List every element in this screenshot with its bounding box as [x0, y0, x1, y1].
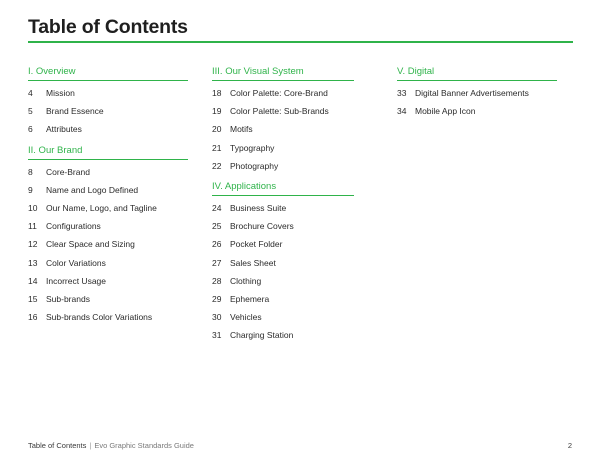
- toc-entry-label: Photography: [230, 160, 279, 171]
- toc-entry-label: Name and Logo Defined: [46, 184, 139, 195]
- toc-entry[interactable]: [212, 235, 354, 253]
- toc-entry-page-number: 8: [28, 166, 33, 177]
- toc-entry-label: Sub-brands: [46, 293, 90, 304]
- toc-entry-page-number: 19: [212, 106, 222, 117]
- toc-entry-page-number: 27: [212, 257, 222, 268]
- page-title: Table of Contents: [28, 16, 188, 38]
- toc-entry-label: Color Palette: Sub-Brands: [230, 106, 329, 117]
- toc-entry[interactable]: [28, 199, 188, 217]
- toc-entry-page-number: 28: [212, 275, 222, 286]
- toc-entry[interactable]: [28, 217, 188, 235]
- toc-entry[interactable]: [397, 84, 557, 102]
- toc-entry-page-number: 5: [28, 106, 33, 117]
- toc-entry-label: Core-Brand: [46, 166, 90, 177]
- title-divider: [28, 41, 573, 43]
- section-heading: III. Our Visual System: [212, 66, 354, 81]
- toc-entry-page-number: 18: [212, 88, 222, 98]
- toc-entry-page-number: 26: [212, 239, 222, 250]
- footer-guide-title: Evo Graphic Standards Guide: [94, 441, 194, 450]
- toc-entry-page-number: 11: [28, 221, 37, 232]
- toc-entry-page-number: 14: [28, 275, 38, 286]
- toc-entry-label: Brand Essence: [46, 106, 104, 117]
- toc-column-3: [397, 66, 557, 126]
- toc-entry-page-number: 12: [28, 239, 38, 250]
- toc-entry[interactable]: [28, 235, 188, 253]
- toc-entry[interactable]: [397, 102, 557, 120]
- toc-entry[interactable]: [28, 290, 188, 308]
- toc-entry-label: Our Name, Logo, and Tagline: [46, 202, 157, 213]
- toc-entry-label: Vehicles: [230, 312, 262, 323]
- toc-entry[interactable]: [28, 254, 188, 272]
- toc-section: [28, 66, 188, 139]
- page-number: 2: [567, 441, 572, 450]
- toc-entry-page-number: 34: [397, 106, 407, 117]
- toc-entry-page-number: 16: [28, 312, 38, 323]
- toc-entry[interactable]: [28, 181, 188, 199]
- toc-entry-label: Charging Station: [230, 330, 294, 341]
- toc-entry[interactable]: [28, 84, 188, 102]
- section-heading: I. Overview: [28, 66, 188, 81]
- toc-entry-page-number: 33: [397, 88, 407, 98]
- toc-entry[interactable]: [212, 254, 354, 272]
- toc-entry[interactable]: [212, 308, 354, 326]
- toc-entry-label: Digital Banner Advertisements: [415, 88, 529, 98]
- section-heading: IV. Applications: [212, 181, 354, 196]
- toc-entry-page-number: 10: [28, 202, 38, 213]
- toc-entry-page-number: 15: [28, 293, 38, 304]
- toc-entry-label: Motifs: [230, 124, 253, 135]
- toc-entry-label: Sales Sheet: [230, 257, 276, 268]
- toc-entry-label: Sub-brands Color Variations: [46, 312, 153, 323]
- toc-entry[interactable]: [212, 84, 354, 102]
- footer-section-title: Table of Contents: [28, 441, 87, 450]
- toc-entry[interactable]: [212, 157, 354, 175]
- toc-section: [212, 66, 354, 175]
- toc-entry-page-number: 31: [212, 330, 222, 341]
- toc-entry-label: Mission: [46, 88, 75, 98]
- toc-entry-page-number: 30: [212, 312, 222, 323]
- toc-entry-page-number: 21: [212, 142, 222, 153]
- toc-entry[interactable]: [212, 199, 354, 217]
- toc-entry[interactable]: [28, 102, 188, 120]
- toc-entry-label: Clothing: [230, 275, 262, 286]
- toc-entry[interactable]: [212, 217, 354, 235]
- toc-entry-page-number: 4: [28, 88, 33, 98]
- toc-entry-label: Mobile App Icon: [415, 106, 476, 117]
- toc-column-2: [212, 66, 354, 350]
- section-heading: V. Digital: [397, 66, 557, 81]
- footer-separator: |: [89, 441, 92, 450]
- footer: [28, 441, 194, 450]
- toc-entry-label: Business Suite: [230, 202, 287, 213]
- toc-entry[interactable]: [212, 120, 354, 138]
- toc-column-1: [28, 66, 188, 332]
- toc-entry-page-number: 13: [28, 257, 38, 268]
- toc-entry-label: Ephemera: [230, 293, 270, 304]
- toc-entry-page-number: 20: [212, 124, 222, 135]
- toc-entry-label: Clear Space and Sizing: [46, 239, 135, 250]
- toc-entry-page-number: 9: [28, 184, 33, 195]
- toc-entry[interactable]: [212, 326, 354, 344]
- section-heading: II. Our Brand: [28, 145, 188, 160]
- toc-entry-label: Color Variations: [46, 257, 106, 268]
- toc-entry[interactable]: [28, 308, 188, 326]
- toc-section: [397, 66, 557, 120]
- toc-entry-label: Incorrect Usage: [46, 275, 106, 286]
- toc-entry-label: Brochure Covers: [230, 221, 294, 232]
- toc-entry-page-number: 25: [212, 221, 222, 232]
- toc-entry-label: Configurations: [46, 221, 101, 232]
- toc-entry-page-number: 24: [212, 202, 222, 213]
- toc-entry-page-number: 29: [212, 293, 222, 304]
- toc-entry[interactable]: [212, 290, 354, 308]
- toc-entry[interactable]: [212, 139, 354, 157]
- toc-entry[interactable]: [28, 272, 188, 290]
- toc-entry-page-number: 22: [212, 160, 222, 171]
- toc-entry-label: Typography: [230, 142, 275, 153]
- toc-entry-label: Attributes: [46, 124, 82, 135]
- toc-entry[interactable]: [28, 163, 188, 181]
- toc-entry[interactable]: [28, 120, 188, 138]
- toc-entry-page-number: 6: [28, 124, 33, 135]
- toc-entry[interactable]: [212, 102, 354, 120]
- toc-section: [212, 181, 354, 345]
- toc-entry-label: Pocket Folder: [230, 239, 283, 250]
- toc-entry[interactable]: [212, 272, 354, 290]
- toc-section: [28, 145, 188, 327]
- toc-entry-label: Color Palette: Core-Brand: [230, 88, 328, 98]
